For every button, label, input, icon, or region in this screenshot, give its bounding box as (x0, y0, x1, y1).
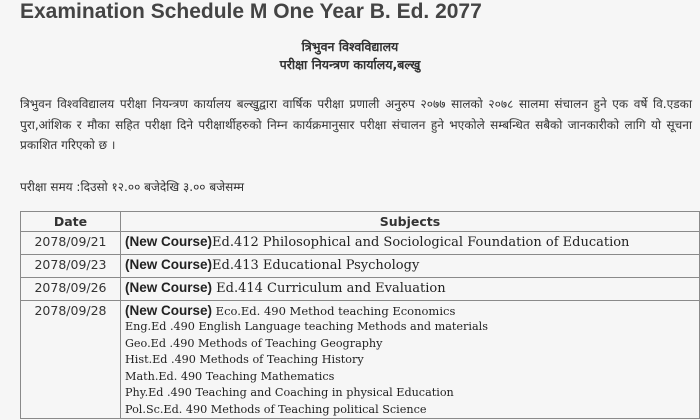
subject-name: Ed.413 Educational Psychology (212, 258, 420, 273)
subject-line: Phy.Ed .490 Teaching and Coaching in physical Education (125, 386, 454, 399)
subject-name: Eco.Ed. 490 Method teaching Economics (212, 304, 456, 318)
table-row (21, 278, 700, 301)
exam-date: 2078/09/21 (21, 232, 121, 255)
subjects-column-header: Subjects (121, 212, 700, 232)
subject-line (125, 303, 696, 319)
exam-subject (121, 255, 700, 278)
subject-name: Ed.414 Curriculum and Evaluation (212, 281, 446, 296)
exam-date: 2078/09/28 (21, 301, 121, 419)
table-row (21, 301, 700, 419)
notice-paragraph: त्रिभुवन विश्वविद्यालय परीक्षा नियन्त्रण कार्यालय बल्खुद्वारा वार्षिक परीक्षा प्रणाली अनुरुप २०७७ सालको २०७८ सालमा संचालन हुने एक वर्षे वि.एडका पुरा,आंशिक र मौका सहित परीक्षा दिने परीक्षार्थीहरुको निम्न कार्यक्रमानुसार परीक्षा संचालन हुने भएकोले सम्बन्धित सबैको जानकारीको लागि यो सूचना प्रकाशित गरिएको छ । (20, 97, 692, 152)
page-title: Examination Schedule M One Year B. Ed. 2077 (20, 0, 482, 23)
exam-subject (121, 278, 700, 301)
exam-subject (121, 232, 700, 255)
exam-subject-list (121, 301, 700, 419)
table-row (21, 232, 700, 255)
subject-line: Pol.Sc.Ed. 490 Methods of Teaching political Science (125, 402, 427, 416)
table-header-row (21, 212, 700, 232)
subject-line: Eng.Ed .490 English Language teaching Methods and materials (125, 320, 488, 333)
subject-name: Ed.412 Philosophical and Sociological Foundation of Education (212, 235, 630, 250)
institution-name: त्रिभुवन विश्वविद्यालय (301, 39, 399, 54)
exam-date: 2078/09/23 (21, 255, 121, 278)
date-column-header: Date (21, 212, 121, 232)
exam-time: परीक्षा समय :दिउसो १२.०० बजेदेखि ३.०० बजेसम्म (20, 180, 244, 194)
course-tag: (New Course) (125, 257, 213, 272)
subject-line: Geo.Ed .490 Methods of Teaching Geography (125, 336, 383, 350)
course-tag: (New Course) (125, 280, 213, 295)
exam-date: 2078/09/26 (21, 278, 121, 301)
subject-line: Math.Ed. 490 Teaching Mathematics (125, 369, 335, 383)
office-name: परीक्षा नियन्त्रण कार्यालय,बल्खु (279, 57, 421, 72)
subject-line: Hist.Ed .490 Methods of Teaching History (125, 353, 364, 366)
course-tag: (New Course) (125, 303, 213, 318)
schedule-table (20, 211, 700, 419)
table-row (21, 255, 700, 278)
course-tag: (New Course) (125, 234, 213, 249)
